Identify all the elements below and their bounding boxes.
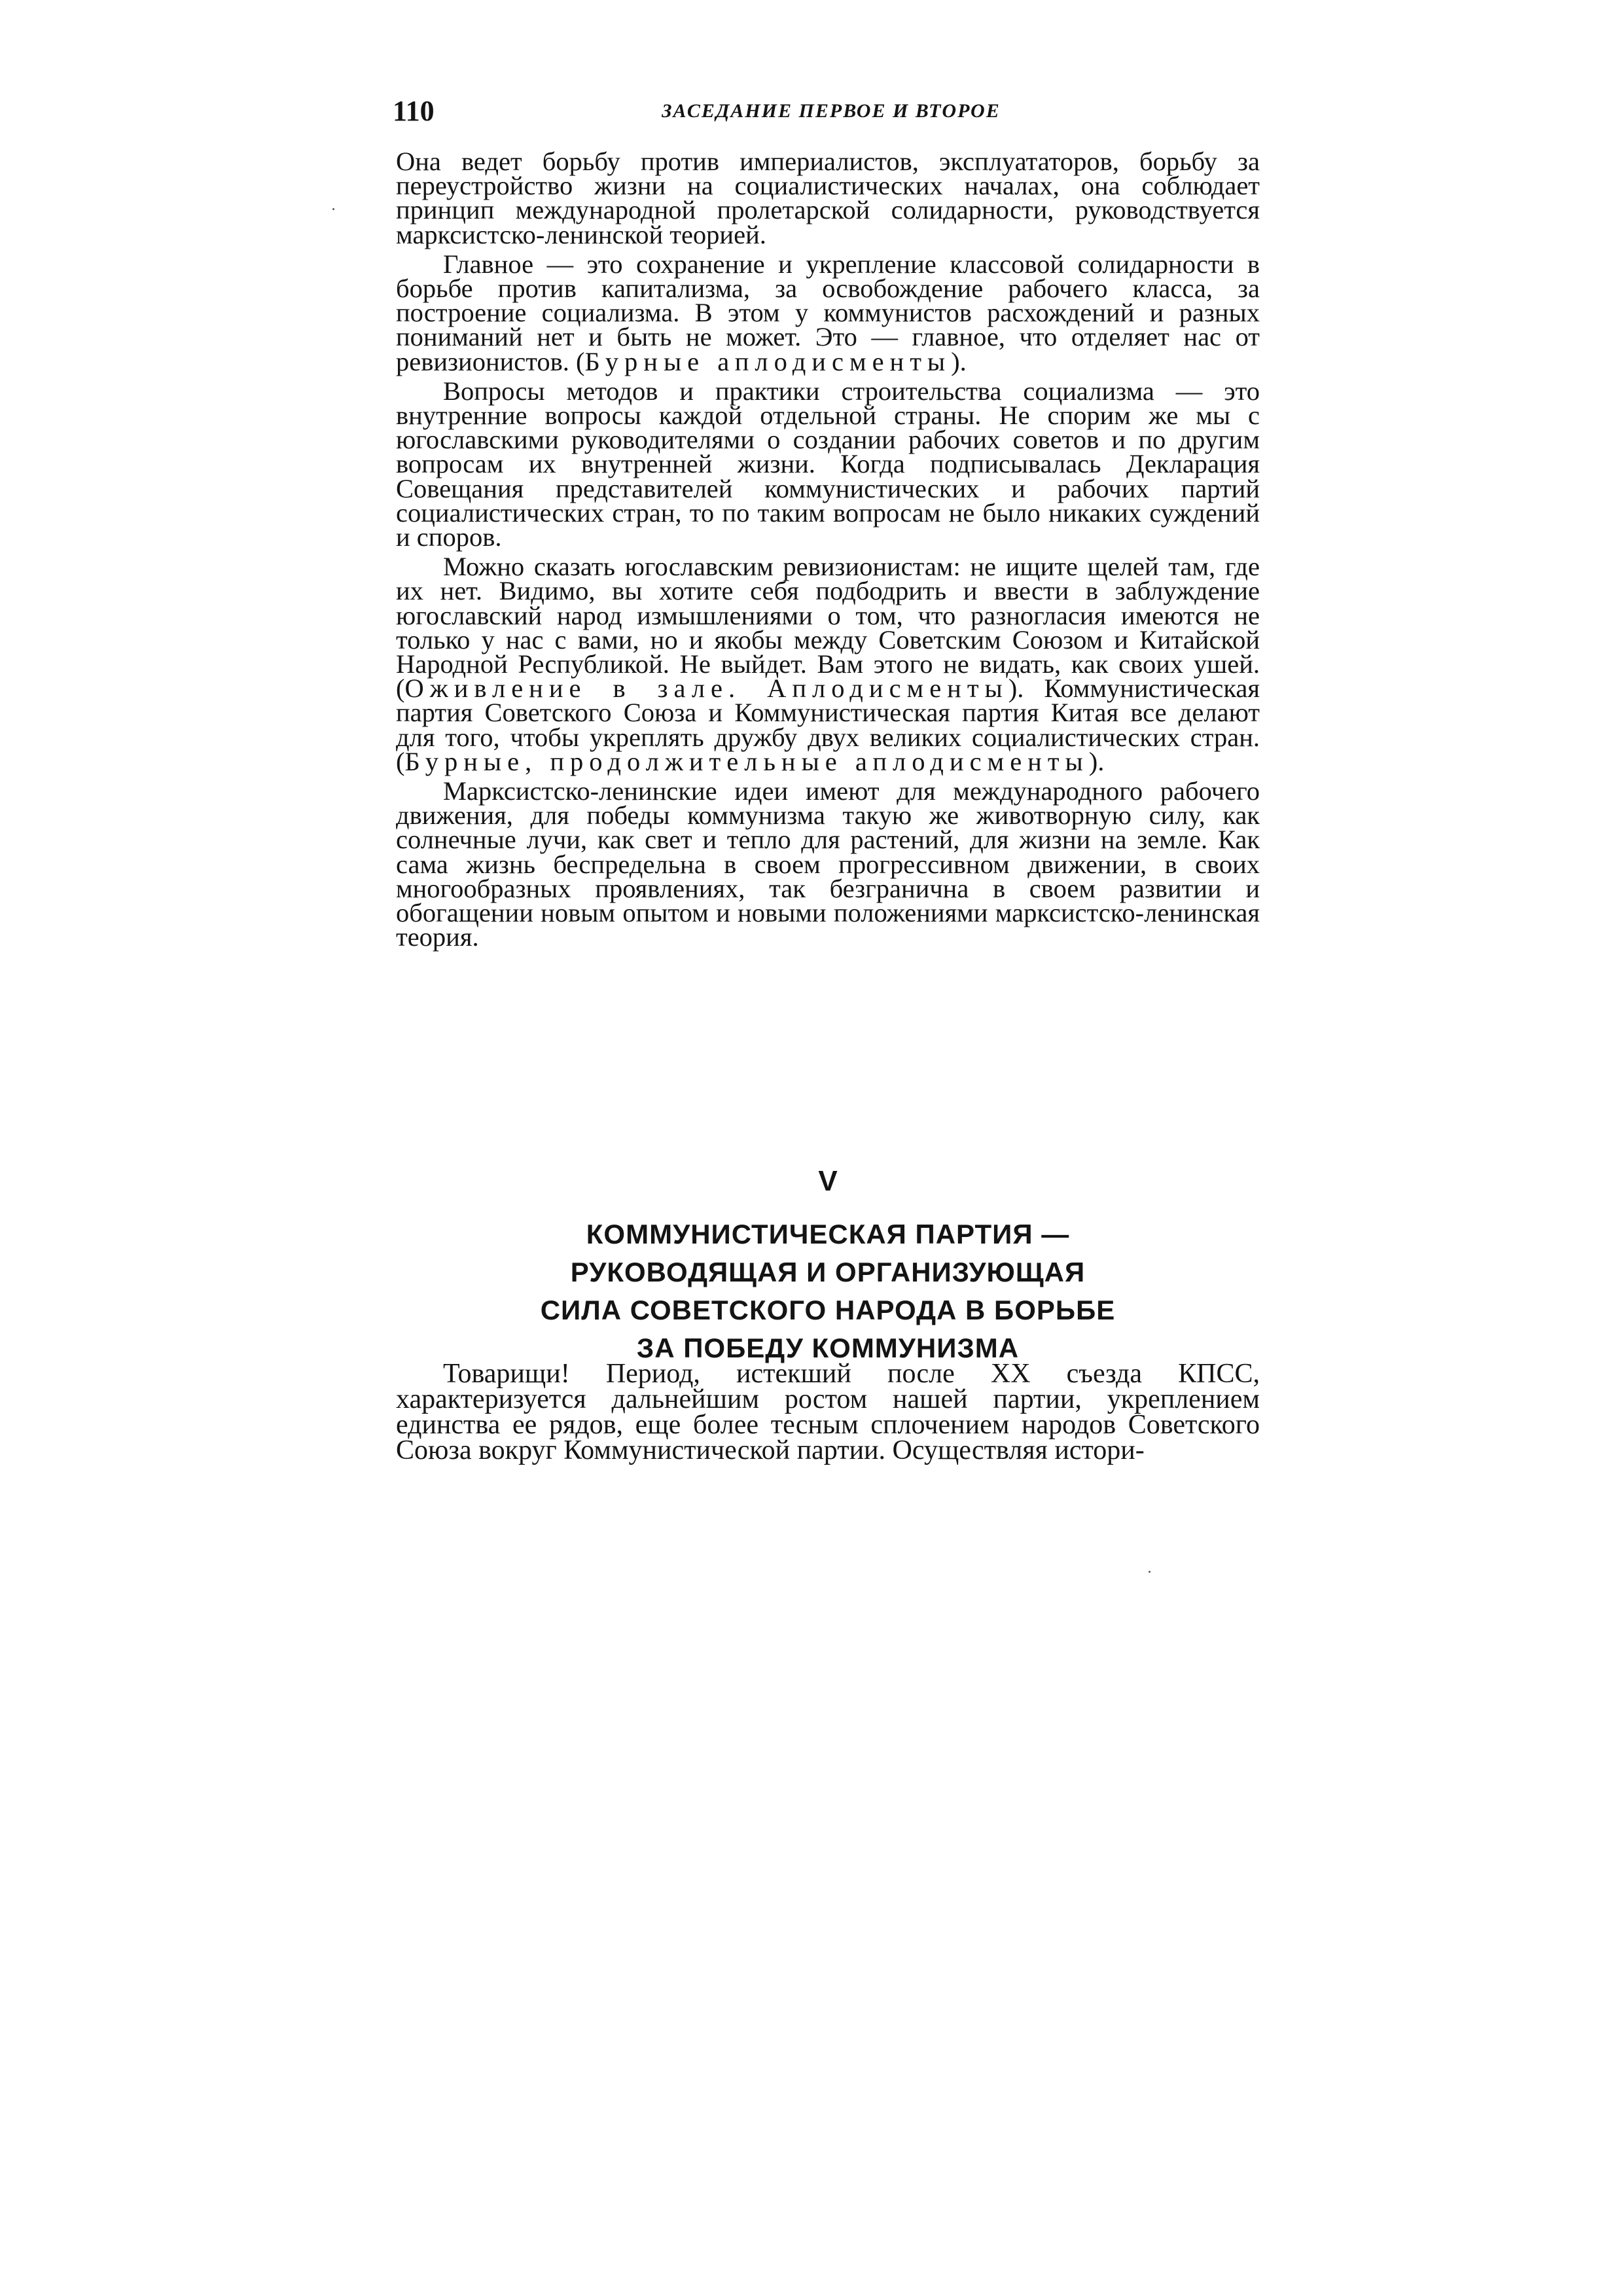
chapter-heading — [396, 1162, 1260, 1367]
paragraph-2-end: ). — [951, 346, 967, 376]
section-paragraph-1: Товарищи! Период, истекший после XX съезда КПСС, характеризуется дальнейшим ростом нашей партии, укреплением единства ее рядов, еще более тесным сплочением народов Советского Союза вокруг Коммунистической партии. Осуществляя истори- — [396, 1359, 1260, 1465]
scan-speck — [332, 208, 334, 210]
paragraph-4-remark-2: Бурные, продолжительные аплодисменты — [404, 746, 1089, 776]
paragraph-1: Она ведет борьбу против империалистов, эксплуататоров, борьбу за переустройство жизни на социалистических началах, она соблюдает принцип международной пролетарской солидарности, руководствуется марксистско-ленинской теорией. — [396, 147, 1260, 249]
scan-speck — [1149, 1571, 1150, 1573]
paragraph-4-remark-1: Оживление в зале. Аплодисменты — [404, 673, 1008, 704]
page-number: 110 — [393, 95, 435, 127]
paragraph-2-remark: Бурные аплодисменты — [584, 346, 952, 376]
paragraph-2-text: Главное — это сохранение и укрепление классовой солидарности в борьбе против капитализма, за освобождение рабочего класса, за построение социализма. В этом у коммунистов расхождений и разных пониманий нет и быть не может. Это — главное, что отделяет нас от ревизионистов. ( — [396, 249, 1260, 376]
paragraph-2 — [396, 249, 1260, 376]
running-head: ЗАСЕДАНИЕ ПЕРВОЕ И ВТОРОЕ — [662, 100, 1001, 122]
chapter-title-line: СИЛА СОВЕТСКОГО НАРОДА В БОРЬБЕ — [540, 1295, 1116, 1325]
paragraph-3: Вопросы методов и практики строительства социализма — это внутренние вопросы каждой отдельной страны. Не спорим же мы с югославскими руководителями о создании рабочих советов и по другим вопросам их внутренней жизни. Когда подписывалась Декларация Совещания представителей коммунистических и рабочих партий социалистических стран, то по таким вопросам не было никаких суждений и споров. — [396, 376, 1260, 552]
page-header — [393, 92, 1263, 131]
chapter-title-line: КОММУНИСТИЧЕСКАЯ ПАРТИЯ — — [586, 1219, 1070, 1249]
chapter-title-line: РУКОВОДЯЩАЯ И ОРГАНИЗУЮЩАЯ — [570, 1257, 1086, 1287]
chapter-numeral: V — [818, 1165, 838, 1197]
paragraph-5: Марксистско-ленинские идеи имеют для международного рабочего движения, для победы коммунизма такую же животворную силу, как солнечные лучи, как свет и тепло для растений, для жизни на земле. Как сама жизнь беспредельна в своем прогрессивном движении, в своих многообразных проявлениях, так безгранична в своем развитии и обогащении новым опытом и новыми положениями марксистско-ленинская теория. — [396, 776, 1260, 952]
body-text — [396, 149, 1260, 950]
paragraph-4 — [396, 554, 1260, 774]
chapter-title-line: ЗА ПОБЕДУ КОММУНИЗМА — [636, 1333, 1020, 1363]
section-text — [396, 1361, 1260, 1463]
paragraph-4-text: Можно сказать югославским ревизионистам: не ищите щелей там, где их нет. Видимо, вы хотите себя подбодрить и ввести в заблуждение югославский народ измышлениями о том, что разногласия имеются не только у нас с вами, но и якобы между Советским Союзом и Китайской Народной Республикой. Не выйдет. Вам этого не видать, как своих ушей. ( — [396, 552, 1260, 704]
paragraph-4-mid: ). Коммунистическая партия Советского Союза и Коммунистическая партия Китая все делают для того, чтобы укреплять дружбу двух великих социалистических стран. ( — [396, 673, 1260, 776]
paragraph-4-end: ). — [1088, 746, 1105, 776]
